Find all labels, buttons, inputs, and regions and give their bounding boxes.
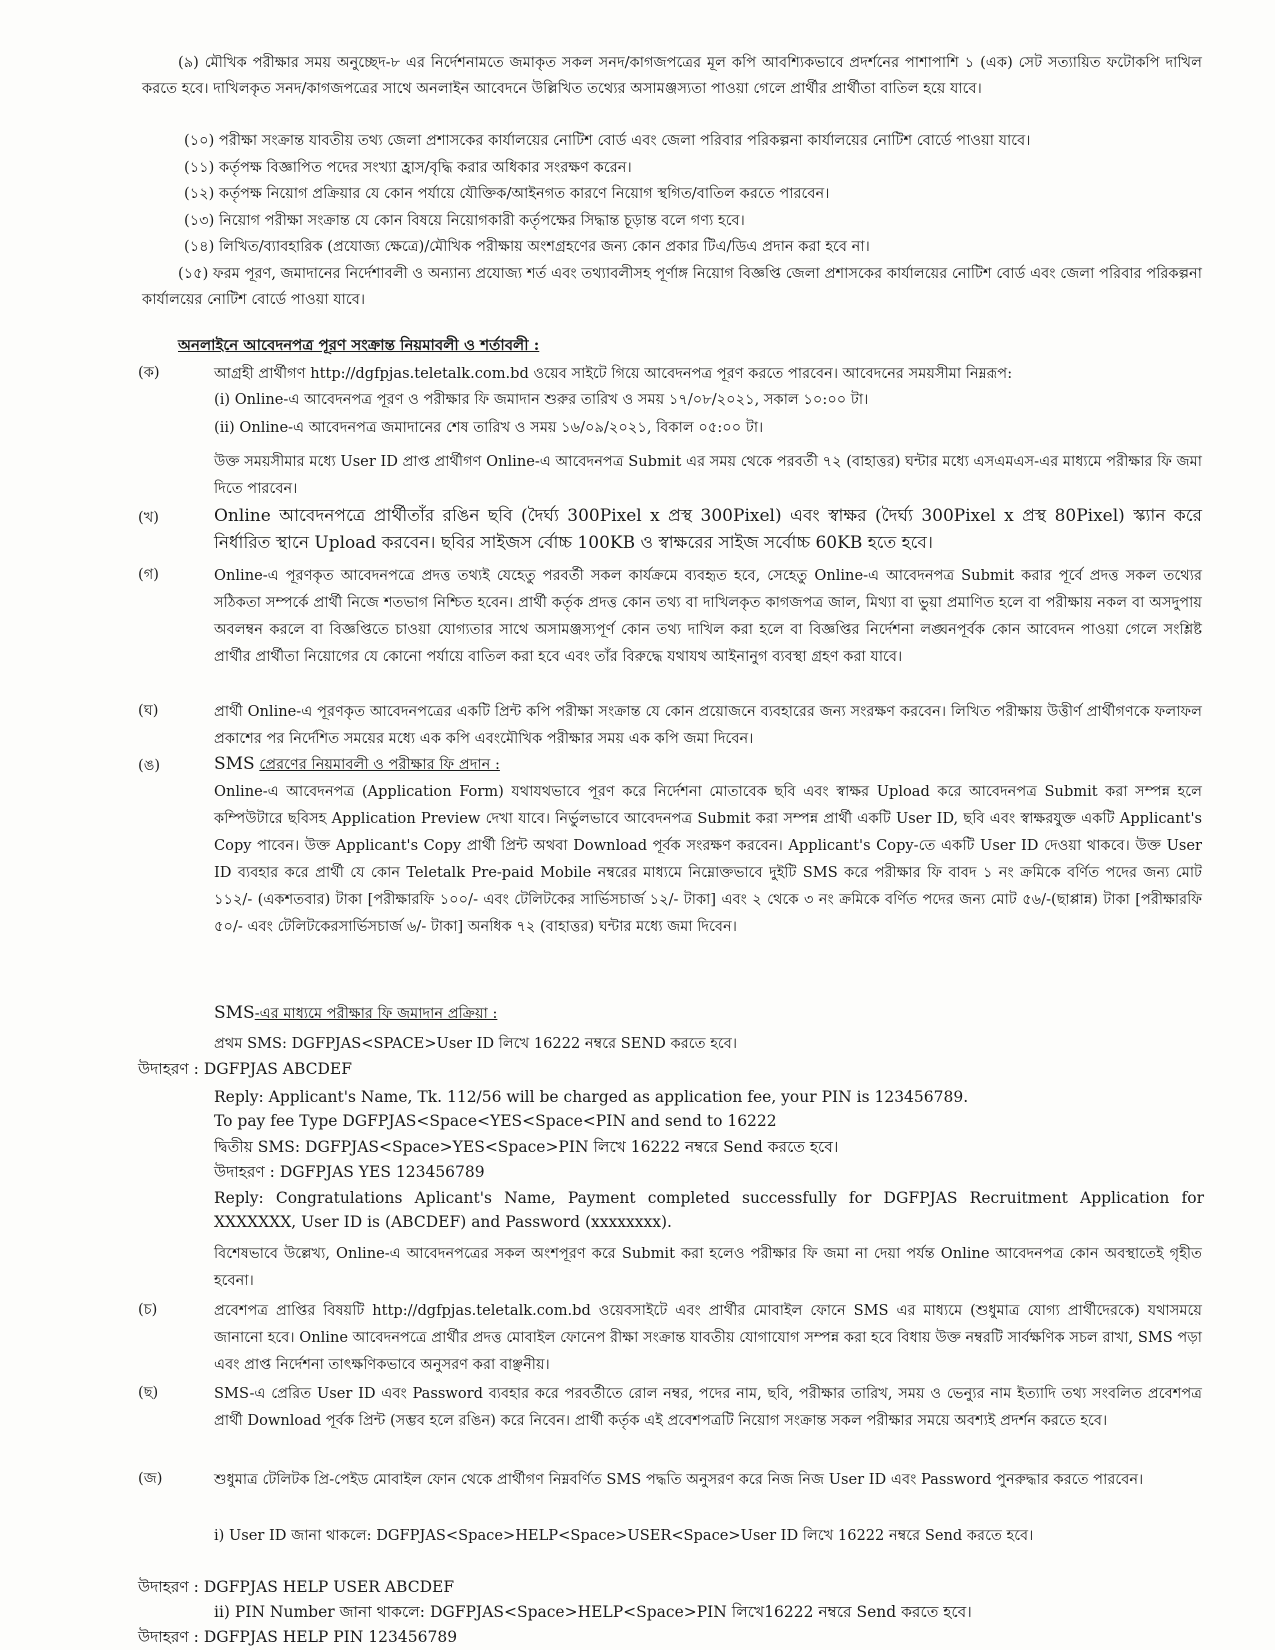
marker-chha: (ছ) <box>138 1384 159 1401</box>
marker-ka: (ক) <box>138 364 160 381</box>
ja-item-i: i) User ID জানা থাকলে: DGFPJAS<Space>HELP<Space>USER<Space>User ID লিখে 16222 নম্বরে Send করতে হবে। <box>214 1527 1034 1544</box>
uma-heading <box>214 751 1202 778</box>
marker-gha: (ঘ) <box>138 702 159 719</box>
reply-1b: To pay fee Type DGFPJAS<Space<YES<Space<PIN and send to 16222 <box>214 1112 777 1130</box>
marker-ga: (গ) <box>138 566 159 583</box>
fee-heading <box>214 1000 1202 1027</box>
uma-note: বিশেষভাবে উল্লেখ্য, Online-এ আবেদনপত্রের সকল অংশপূরণ করে Submit করা হলেও পরীক্ষার ফি জমা না দেয়া পর্যন্ত Online আবেদনপত্র কোন অবস্থাতেই গৃহীত হবেনা। <box>214 1245 1202 1289</box>
clause-12: (১২) কর্তৃপক্ষ নিয়োগ প্রক্রিয়ার যে কোন পর্যায়ে যৌক্তিক/আইনগত কারণে নিয়োগ স্থগিত/বাতিল করতে পারবেন। <box>184 185 830 202</box>
cha-text: প্রবেশপত্র প্রাপ্তির বিষয়টি http://dgfpjas.teletalk.com.bd ওয়েবসাইটে এবং প্রার্থীর মোবাইল ফোনে SMS এর মাধ্যমে (শুধুমাত্র যোগ্য প্রার্থীদেরকে) যথাসময়ে জানানো হবে। Online আবেদনপত্রে প্রার্থীর প্রদত্ত মোবাইল ফোনেপ রীক্ষা সংক্রান্ত যাবতীয় যোগাযোগ সম্পন্ন করা হবে বিধায় উক্ত নম্বরটি সার্বক্ষণিক সচল রাখা, SMS পড়া এবং প্রাপ্ত নির্দেশনা তাৎক্ষণিকভাবে অনুসরণ করা বাঞ্ছনীয়। <box>214 1302 1202 1373</box>
ka-item-ii: (ii) Online-এ আবেদনপত্র জমাদানের শেষ তারিখ ও সময় ১৬/০৯/২০২১, বিকাল ০৫:০০ টা। <box>214 419 764 436</box>
clause-11: (১১) কর্তৃপক্ষ বিজ্ঞাপিত পদের সংখ্যা হ্রাস/বৃদ্ধি করার অধিকার সংরক্ষণ করেন। <box>184 159 632 176</box>
kha-text: Online আবেদনপত্রে প্রার্থীতাঁর রঙিন ছবি (দৈর্ঘ্য 300Pixel x প্রস্থ 300Pixel) এবং স্বাক্ষর (দৈর্ঘ্য 300Pixel x প্রস্থ 80Pixel) স্ক্যান করে নির্ধারিত স্থানে Upload করবেন। ছবির সাইজস র্বোচ্চ 100KB ও স্বাক্ষরের সাইজ সর্বোচ্চ 60KB হতে হবে। <box>214 506 1202 553</box>
reply-2: Reply: Congratulations Aplicant's Name, Payment completed successfully for DGFPJAS Recruitment Application for XXXXXXX, User ID is (ABCDEF) and Password (xxxxxxxx). <box>214 1189 1204 1231</box>
chha-text: SMS-এ প্রেরিত User ID এবং Password ব্যবহার করে পরবর্তীতে রোল নম্বর, পদের নাম, ছবি, পরীক্ষার তারিখ, সময় ও ভেন্যুর নাম ইত্যাদি তথ্য সংবলিত প্রবেশপত্র প্রার্থী Download পূর্বক প্রিন্ট (সম্ভব হলে রঙিন) করে নিবেন। প্রার্থী কর্তৃক এই প্রবেশপত্রটি নিয়োগ সংক্রান্ত সকল পরীক্ষার সময়ে অবশ্যই প্রদর্শন করতে হবে। <box>214 1385 1202 1429</box>
ja-example-2: উদাহরণ : DGFPJAS HELP PIN 123456789 <box>138 1628 458 1646</box>
clause-14: (১৪) লিখিত/ব্যাবহারিক (প্রযোজ্য ক্ষেত্রে)/মৌখিক পরীক্ষায় অংশগ্রহণের জন্য কোন প্রকার টিএ/ডিএ প্রদান করা হবে না। <box>184 238 870 255</box>
ja-example-1: উদাহরণ : DGFPJAS HELP USER ABCDEF <box>138 1578 455 1596</box>
clause-10: (১০) পরীক্ষা সংক্রান্ত যাবতীয় তথ্য জেলা প্রশাসকের কার্যালয়ের নোটিশ বোর্ড এবং জেলা পরিবার পরিকল্পনা কার্যালয়ের নোটিশ বোর্ডে পাওয়া যাবে। <box>184 132 1031 149</box>
ka-note: উক্ত সময়সীমার মধ্যে User ID প্রাপ্ত প্রার্থীগণ Online-এ আবেদনপত্র Submit এর সময় থেকে পরবর্তী ৭২ (বাহাত্তর) ঘন্টার মধ্যে এসএমএস-এর মাধ্যমে পরীক্ষার ফি জমা দিতে পারবেন। <box>214 453 1202 497</box>
fee-heading-rest: -এর মাধ্যমে পরীক্ষার ফি জমাদান প্রক্রিয়া : <box>254 1005 498 1022</box>
uma-heading-rest: প্রেরণের নিয়মাবলী ও পরীক্ষার ফি প্রদান : <box>259 756 500 773</box>
marker-kha: (খ) <box>138 509 159 526</box>
fee-heading-sms: SMS <box>214 1003 255 1023</box>
uma-heading-sms: SMS <box>214 754 255 774</box>
uma-text: Online-এ আবেদনপত্র (Application Form) যথাযথভাবে পূরণ করে নির্দেশনা মোতাবেক ছবি এবং স্বাক্ষর Upload করে আবেদনপত্র Submit করা সম্পন্ন হলে কম্পিউটারে ছবিসহ Application Preview দেখা যাবে। নির্ভুলভাবে আবেদনপত্র Submit করা সম্পন্ন প্রার্থী একটি User ID, ছবি এবং স্বাক্ষরযুক্ত একটি Applicant's Copy পাবেন। উক্ত Applicant's Copy প্রার্থী প্রিন্ট অথবা Download পূর্বক সংরক্ষণ করবেন। Applicant's Copy-তে একটি User ID দেওয়া থাকবে। উক্ত User ID ব্যবহার করে প্রার্থী যে কোন Teletalk Pre-paid Mobile নম্বরের মাধ্যমে নিম্নোক্তভাবে দুইটি SMS করে পরীক্ষার ফি বাবদ ১ নং ক্রমিকে বর্ণিত পদের জন্য মোট ১১২/- (একশতবার) টাকা [পরীক্ষারফি ১০০/- এবং টেলিটকের সার্ভিসচার্জ ১২/- টাকা] এবং ২ থেকে ৩ নং ক্রমিকে বর্ণিত পদের জন্য মোট ৫৬/-(ছাপ্পান্ন) টাকা [পরীক্ষারফি ৫০/- এবং টেলিটকেরসার্ভিসচার্জ ৬/- টাকা] অনধিক ৭২ (বাহাত্তর) ঘন্টার মধ্যে জমা দিবেন। <box>214 783 1202 935</box>
ka-item-i: (i) Online-এ আবেদনপত্র পূরণ ও পরীক্ষার ফি জমাদান শুরুর তারিখ ও সময় ১৭/০৮/২০২১, সকাল ১০:০০ টা। <box>214 391 869 408</box>
first-sms: প্রথম SMS: DGFPJAS<SPACE>User ID লিখে 16222 নম্বরে SEND করতে হবে। <box>214 1035 738 1052</box>
marker-cha: (চ) <box>138 1301 158 1318</box>
ja-text: শুধুমাত্র টেলিটক প্রি-পেইড মোবাইল ফোন থেকে প্রার্থীগণ নিম্নবর্ণিত SMS পদ্ধতি অনুসরণ করে নিজ নিজ User ID এবং Password পুনরুদ্ধার করতে পারবেন। <box>214 1471 1144 1488</box>
reply-1a: Reply: Applicant's Name, Tk. 112/56 will be charged as application fee, your PIN is 123456789. <box>214 1088 969 1106</box>
ja-item-ii: ii) PIN Number জানা থাকলে: DGFPJAS<Space>HELP<Space>PIN লিখে16222 নম্বরে Send করতে হবে। <box>214 1603 972 1621</box>
clause-9: (৯) মৌখিক পরীক্ষার সময় অনুচ্ছেদ-৮ এর নির্দেশনামতে জমাকৃত সকল সনদ/কাগজপত্রের মূল কপি আবশ্যিকভাবে প্রদর্শনের পাশাপাশি ১ (এক) সেট সত্যায়িত ফটোকপি দাখিল করতে হবে। দাখিলকৃত সনদ/কাগজপত্রের সাথে অনলাইন আবেদনে উল্লিখিত তথ্যের অসামঞ্জস্যতা পাওয়া গেলে প্রার্থীর প্রার্থীতা বাতিল হয়ে যাবে। <box>142 54 1202 97</box>
clause-15: (১৫) ফরম পূরণ, জমাদানের নির্দেশাবলী ও অন্যান্য প্রযোজ্য শর্ত এবং তথ্যাবলীসহ পূর্ণাঙ্গ নিয়োগ বিজ্ঞপ্তি জেলা প্রশাসকের কার্যালয়ের নোটিশ বোর্ড এবং জেলা পরিবার পরিকল্পনা কার্যালয়ের নোটিশ বোর্ডে পাওয়া যাবে। <box>142 265 1202 308</box>
ka-text: আগ্রহী প্রার্থীগণ http://dgfpjas.teletalk.com.bd ওয়েব সাইটে গিয়ে আবেদনপত্র পূরণ করতে পারবেন। আবেদনের সময়সীমা নিম্নরূপ: <box>214 365 1013 382</box>
marker-uma: (ঙ) <box>138 757 161 774</box>
example-1: উদাহরণ : DGFPJAS ABCDEF <box>138 1060 353 1078</box>
example-2: উদাহরণ : DGFPJAS YES 123456789 <box>214 1163 485 1181</box>
gha-text: প্রার্থী Online-এ পূরণকৃত আবেদনপত্রের একটি প্রিন্ট কপি পরীক্ষা সংক্রান্ত যে কোন প্রয়োজনে ব্যবহারের জন্য সংরক্ষণ করবেন। লিখিত পরীক্ষায় উত্তীর্ণ প্রার্থীগণকে ফলাফল প্রকাশের পর নির্দেশিত সময়ের মধ্যে এক কপি এবংমৌখিক পরীক্ষার সময় এক কপি জমা দিবেন। <box>214 703 1202 747</box>
section-title: অনলাইনে আবেদনপত্র পূরণ সংক্রান্ত নিয়মাবলী ও শর্তাবলী : <box>178 336 540 354</box>
clause-13: (১৩) নিয়োগ পরীক্ষা সংক্রান্ত যে কোন বিষয়ে নিয়োগকারী কর্তৃপক্ষের সিদ্ধান্ত চূড়ান্ত বলে গণ্য হবে। <box>184 212 745 229</box>
second-sms: দ্বিতীয় SMS: DGFPJAS<Space>YES<Space>PIN লিখে 16222 নম্বরে Send করতে হবে। <box>214 1138 839 1156</box>
marker-ja: (জ) <box>138 1470 163 1487</box>
ga-text: Online-এ পূরণকৃত আবেদনপত্রে প্রদত্ত তথ্যই যেহেতু পরবর্তী সকল কার্যক্রমে ব্যবহৃত হবে, সেহেতু Online-এ আবেদনপত্র Submit করার পূর্বে প্রদত্ত সকল তথ্যের সঠিকতা সম্পর্কে প্রার্থী নিজে শতভাগ নিশ্চিত হবেন। প্রার্থী কর্তৃক প্রদত্ত কোন তথ্য বা দাখিলকৃত কাগজপত্র জাল, মিথ্যা বা ভুয়া প্রমাণিত হলে বা পরীক্ষায় নকল বা অসদুপায় অবলম্বন করলে বা বিজ্ঞপ্তিতে চাওয়া যোগ্যতার সাথে অসামঞ্জস্যপূর্ণ কোন তথ্য দাখিল করা হলে বা বিজ্ঞপ্তির নির্দেশনা লঙ্ঘনপূর্বক কোন আবেদন পাওয়া গেলে সংশ্লিষ্ট প্রার্থীর প্রার্থীতা নিয়োগের যে কোনো পর্যায়ে বাতিল করা হবে এবং তাঁর বিরুদ্ধে যথাযথ আইনানুগ ব্যবস্থা গ্রহণ করা যাবে। <box>214 567 1202 665</box>
